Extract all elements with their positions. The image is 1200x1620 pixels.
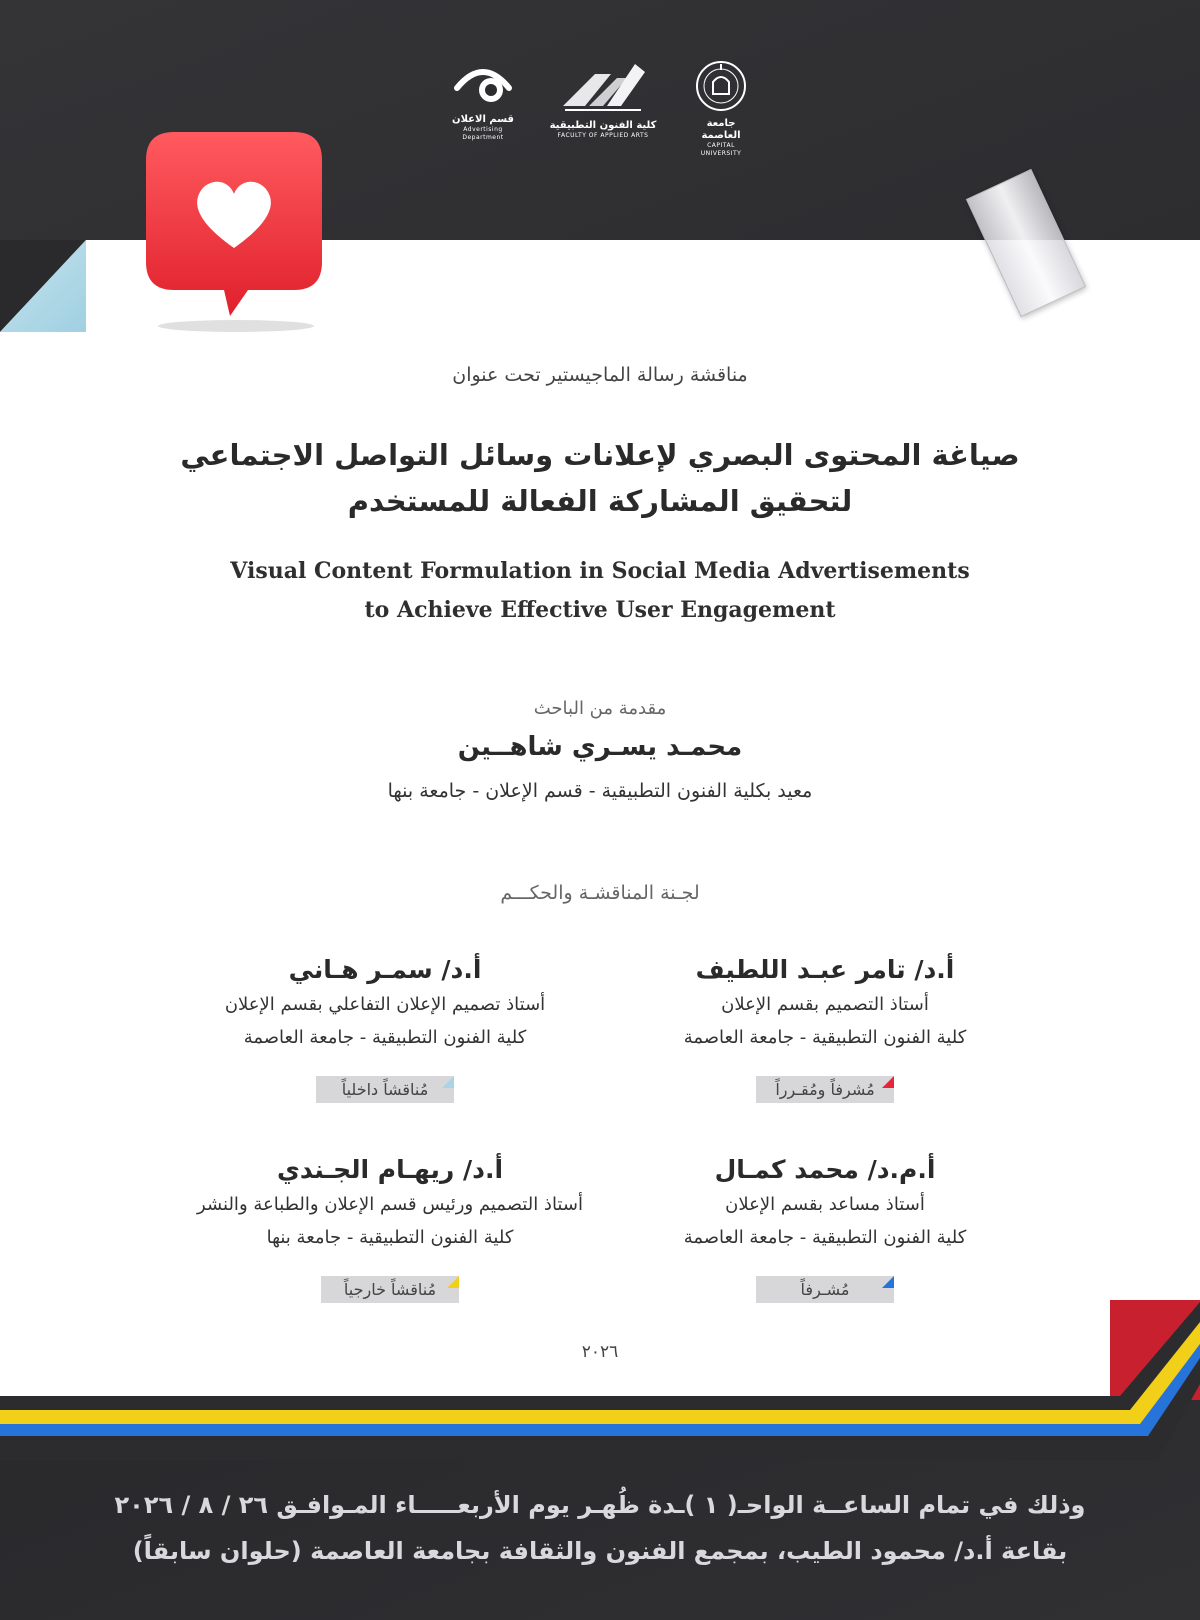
faculty-stripes-icon [555,58,651,116]
badge-corner [442,1076,454,1088]
badge-label: مُشـرفاً [800,1280,850,1299]
member-badge [756,1276,894,1303]
member-name: أ.د/ ريهـام الجـندي [276,1155,504,1184]
logo-text-en: Advertising Department [462,126,504,141]
capital-university-logo [686,58,756,158]
logo-text-ar: قسم الاعلان [452,114,514,125]
badge-corner [882,1076,894,1088]
member-role: أستاذ مساعد بقسم الإعلان [725,1194,925,1215]
thesis-title-en-line1: Visual Content Formulation in Social Media Advertisements [230,558,970,584]
thesis-title-en [0,552,1200,630]
badge-label: مُناقشاً داخلياً [341,1080,429,1099]
committee-member-3 [645,1152,1005,1303]
badge-corner [447,1276,459,1288]
member-affiliation: كلية الفنون التطبيقية - جامعة العاصمة [683,1027,967,1048]
thesis-title-ar [0,432,1200,524]
committee-heading: لجـنة المناقشـة والحكـــم [500,882,700,904]
badge-label: مُناقشاً خارجياً [343,1280,437,1299]
year: ٢٠٢٦ [581,1342,619,1362]
university-seal-icon [693,58,749,114]
member-role: أستاذ تصميم الإعلان التفاعلي بقسم الإعلان [224,994,546,1015]
member-badge [756,1076,894,1103]
researcher-role: معيد بكلية الفنون التطبيقية - قسم الإعلان - جامعة بنها [387,780,813,802]
member-name: أ.د/ تامر عبـد اللطيف [695,955,955,984]
member-affiliation: كلية الفنون التطبيقية - جامعة العاصمة [683,1227,967,1248]
logo-text-en: FACULTY OF APPLIED ARTS [557,132,649,139]
faculty-applied-arts-logo [548,58,658,140]
intro-text: مناقشة رسالة الماجيستير تحت عنوان [452,364,748,386]
committee-member-2 [205,952,565,1103]
committee-member-4 [170,1152,610,1303]
researcher-name: محمـد يسـري شاهــين [457,732,743,762]
member-name: أ.د/ سمـر هـاني [288,955,482,984]
member-badge [321,1276,459,1303]
decorative-stripes [0,1300,1200,1460]
thesis-title-ar-line2: لتحقيق المشاركة الفعالة للمستخدم [347,484,853,518]
member-affiliation: كلية الفنون التطبيقية - جامعة العاصمة [243,1027,527,1048]
footer-details [0,1482,1200,1574]
eye-icon [453,58,513,110]
heart-like-icon [144,130,324,335]
member-badge [316,1076,454,1103]
thesis-title-en-line2: to Achieve Effective User Engagement [364,597,836,623]
badge-corner [882,1276,894,1288]
advertising-department-logo [448,58,518,142]
member-role: أستاذ التصميم بقسم الإعلان [721,994,929,1015]
member-role: أستاذ التصميم ورئيس قسم الإعلان والطباعة والنشر [197,1194,583,1215]
footer-line2: بقاعة أ.د/ محمود الطيب، بمجمع الفنون والثقافة بجامعة العاصمة (حلوان سابقاً) [132,1537,1068,1565]
committee-member-1 [645,952,1005,1103]
thesis-title-ar-line1: صياغة المحتوى البصري لإعلانات وسائل التواصل الاجتماعي [180,438,1020,472]
member-name: أ.م.د/ محمد كمـال [714,1155,936,1184]
member-affiliation: كلية الفنون التطبيقية - جامعة بنها [266,1227,514,1248]
logo-text-en: CAPITAL UNIVERSITY [700,142,742,157]
footer-line1: وذلك في تمام الساعــة الواحـ( ١ )ـدة ظُهـر يوم الأربعـــــاء المـوافـق ٢٦ / ٨ / ٢٠٢٦ [114,1491,1086,1519]
logo-text-ar: كلية الفنون التطبيقية [549,120,657,131]
badge-label: مُشرفاً ومُقـرراً [775,1080,875,1099]
presented-by-label: مقدمة من الباحث [533,698,667,719]
logo-text-ar: جامعة العاصمة [701,118,741,141]
